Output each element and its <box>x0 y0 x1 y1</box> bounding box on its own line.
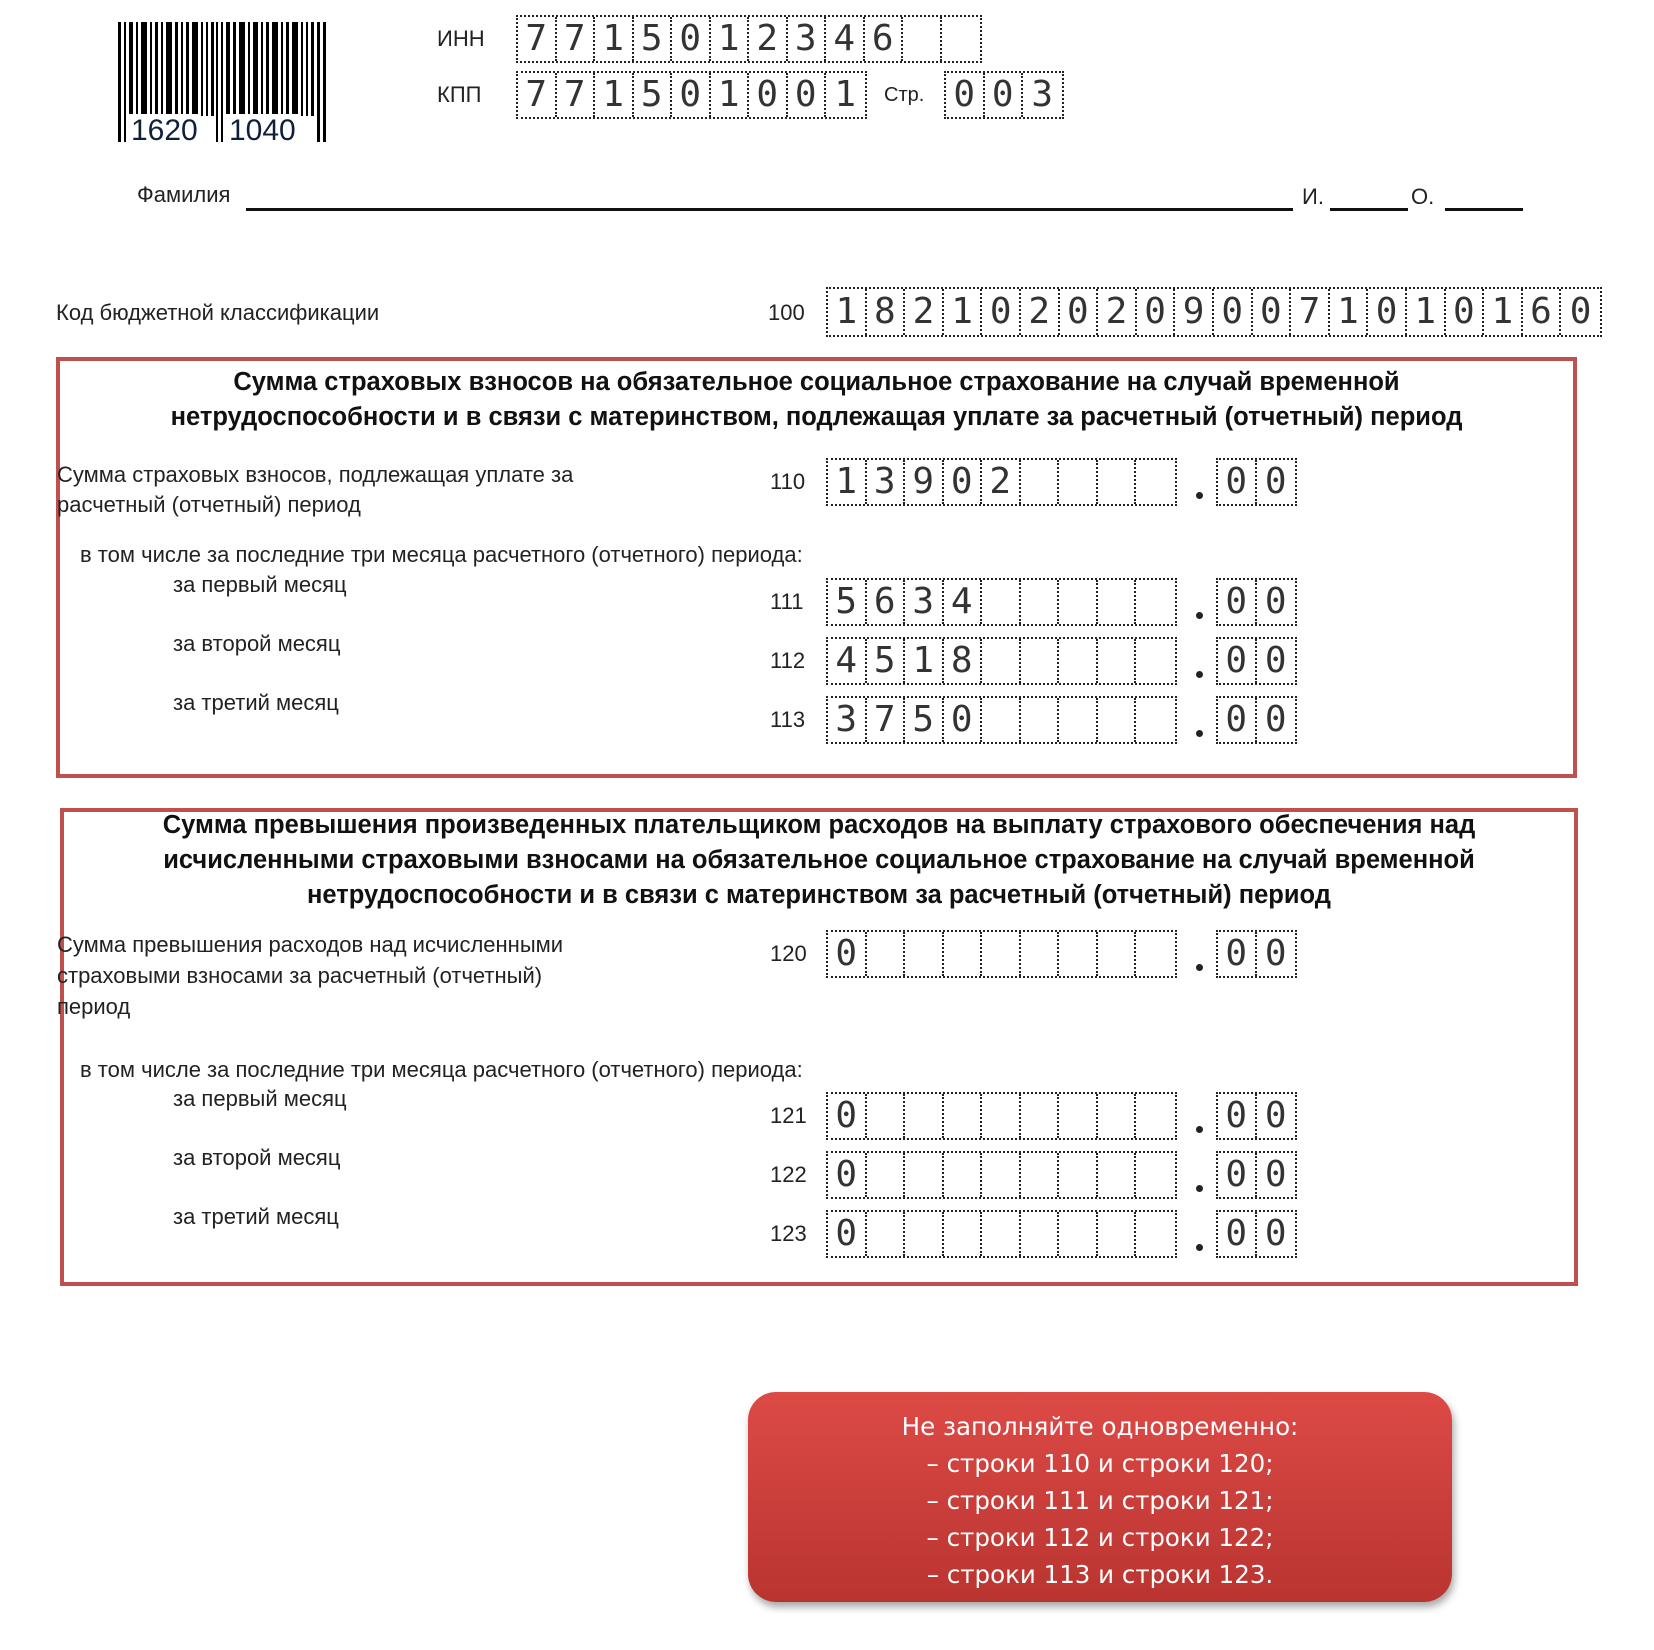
row-113-label: за третий месяц <box>173 690 339 715</box>
digit-cell: 7 <box>867 698 906 742</box>
digit-cell <box>1059 698 1098 742</box>
page-number-field[interactable] <box>944 71 1064 119</box>
barcode-bar <box>155 22 158 116</box>
digit-cell: 0 <box>1218 460 1257 504</box>
digit-cell: 1 <box>944 289 983 335</box>
decimal-point <box>1196 964 1203 971</box>
digit-cell <box>1098 1153 1137 1197</box>
row120-label-line3: период <box>57 994 131 1019</box>
digit-cell: 0 <box>1218 580 1257 624</box>
digit-cell: 0 <box>944 698 983 742</box>
digit-cell <box>1098 639 1137 683</box>
decimal-point <box>1196 1126 1203 1133</box>
row-121-integer-field[interactable] <box>826 1092 1177 1140</box>
digit-cell <box>1136 1212 1175 1256</box>
row-112-decimal-field[interactable] <box>1216 637 1297 685</box>
digit-cell <box>867 1212 906 1256</box>
row120-label-line1: Сумма превышения расходов над исчисленными <box>57 932 564 957</box>
section2-title-line1: Сумма превышения произведенных плательщиком расходов на выплату страхового обеспечения над <box>162 811 1476 839</box>
digit-cell: 1 <box>595 73 634 117</box>
digit-cell: 0 <box>1218 698 1257 742</box>
digit-cell: 5 <box>634 17 673 61</box>
digit-cell <box>944 1212 983 1256</box>
decimal-point <box>1196 671 1203 678</box>
digit-cell <box>1021 1153 1060 1197</box>
digit-cell <box>905 1153 944 1197</box>
barcode-bar <box>261 22 263 116</box>
section2-title-line3: нетрудоспособности и в связи с материнством за расчетный (отчетный) период <box>307 881 1331 909</box>
digit-cell: 3 <box>1031 74 1054 115</box>
row-121-code: 121 <box>770 1103 807 1128</box>
digit-cell: 0 <box>1264 1213 1287 1254</box>
digit-cell <box>1059 1094 1098 1138</box>
digit-cell: 1 <box>1330 289 1369 335</box>
digit-cell <box>1059 1153 1098 1197</box>
barcode-bar <box>286 22 289 116</box>
kbk-field[interactable] <box>826 287 1602 337</box>
digit-cell: 3 <box>867 460 906 504</box>
digit-cell: 0 <box>1264 1095 1287 1136</box>
digit-cell: 6 <box>867 580 906 624</box>
row-110-integer-field[interactable] <box>826 458 1177 506</box>
digit-cell: 0 <box>672 73 711 117</box>
row-120-decimal-field[interactable] <box>1216 930 1297 978</box>
digit-cell <box>867 932 906 976</box>
digit-cell <box>867 1153 906 1197</box>
barcode-bar <box>161 22 163 116</box>
digit-cell: 0 <box>1137 289 1176 335</box>
digit-cell <box>944 1094 983 1138</box>
row-120-code: 120 <box>770 941 807 966</box>
callout-line: – строки 112 и строки 122; <box>926 1523 1274 1552</box>
barcode-bar <box>272 22 278 116</box>
row-122-integer-field[interactable] <box>826 1151 1177 1199</box>
digit-cell: 0 <box>1264 461 1287 502</box>
kbk-line-code: 100 <box>768 300 805 325</box>
barcode-bar <box>301 22 303 116</box>
digit-cell <box>867 1094 906 1138</box>
digit-cell <box>1136 1153 1175 1197</box>
digit-cell: 5 <box>867 639 906 683</box>
row120-label-line2: страховыми взносами за расчетный (отчетный) <box>57 963 543 988</box>
barcode-bar <box>129 22 133 116</box>
decimal-point <box>1196 492 1203 499</box>
barcode-number-right: 1040 <box>226 114 299 148</box>
digit-cell: 0 <box>1264 640 1287 681</box>
digit-cell: 0 <box>828 1153 867 1197</box>
warning-callout <box>748 1392 1452 1602</box>
digit-cell: 4 <box>828 639 867 683</box>
row-113-integer-field[interactable] <box>826 696 1177 744</box>
kpp-field[interactable] <box>516 71 867 119</box>
digit-cell <box>1098 580 1137 624</box>
barcode-bar <box>292 22 298 116</box>
digit-cell: 0 <box>672 17 711 61</box>
digit-cell: 7 <box>518 17 557 61</box>
digit-cell: 0 <box>749 73 788 117</box>
row-122-label: за второй месяц <box>173 1145 341 1170</box>
digit-cell: 2 <box>1021 289 1060 335</box>
digit-cell: 0 <box>828 932 867 976</box>
digit-cell: 0 <box>1569 291 1592 332</box>
digit-cell: 1 <box>828 289 867 335</box>
row-123-decimal-field[interactable] <box>1216 1210 1297 1258</box>
callout-line: – строки 113 и строки 123. <box>926 1560 1274 1589</box>
digit-cell: 0 <box>1264 581 1287 622</box>
digit-cell <box>1098 1212 1137 1256</box>
digit-cell: 3 <box>828 698 867 742</box>
first-initial-label: И. <box>1302 184 1324 209</box>
barcode-bar <box>233 22 236 116</box>
digit-cell: 7 <box>557 73 596 117</box>
digit-cell: 8 <box>867 289 906 335</box>
row-121-decimal-field[interactable] <box>1216 1092 1297 1140</box>
barcode-bar <box>201 22 203 116</box>
digit-cell <box>1136 460 1175 504</box>
digit-cell <box>905 1212 944 1256</box>
digit-cell: 2 <box>905 289 944 335</box>
callout-line-heading: Не заполняйте одновременно: <box>901 1412 1299 1441</box>
kpp-label: КПП <box>437 82 482 107</box>
barcode-bar <box>239 22 245 116</box>
barcode-bar <box>124 22 126 142</box>
digit-cell: 2 <box>1098 289 1137 335</box>
digit-cell: 0 <box>944 460 983 504</box>
digit-cell: 0 <box>1218 932 1257 976</box>
digit-cell: 0 <box>1264 699 1287 740</box>
row110-label-line1: Сумма страховых взносов, подлежащая уплате за <box>57 462 574 487</box>
digit-cell: 8 <box>944 639 983 683</box>
digit-cell: 0 <box>1253 289 1292 335</box>
digit-cell: 9 <box>905 460 944 504</box>
digit-cell <box>1059 639 1098 683</box>
barcode-bar <box>166 22 172 116</box>
inn-label: ИНН <box>437 26 485 51</box>
digit-cell <box>944 1153 983 1197</box>
digit-cell: 5 <box>828 580 867 624</box>
digit-cell: 4 <box>826 17 865 61</box>
digit-cell: 0 <box>1060 289 1099 335</box>
digit-cell: 1 <box>595 17 634 61</box>
kbk-label: Код бюджетной классификации <box>56 300 380 325</box>
digit-cell: 0 <box>985 73 1024 117</box>
digit-cell <box>982 1212 1021 1256</box>
digit-cell <box>982 1153 1021 1197</box>
digit-cell <box>982 639 1021 683</box>
digit-cell: 1 <box>905 639 944 683</box>
digit-cell <box>1021 932 1060 976</box>
digit-cell <box>982 580 1021 624</box>
row-112-integer-field[interactable] <box>826 637 1177 685</box>
digit-cell: 9 <box>1175 289 1214 335</box>
digit-cell: 0 <box>828 1094 867 1138</box>
inn-field[interactable] <box>516 15 982 63</box>
row-123-label: за третий месяц <box>173 1204 339 1229</box>
digit-cell: 1 <box>1484 289 1523 335</box>
barcode-bar <box>306 22 308 116</box>
digit-cell: 2 <box>749 17 788 61</box>
digit-cell <box>944 932 983 976</box>
digit-cell: 0 <box>1264 933 1287 974</box>
barcode-bar <box>226 22 230 116</box>
digit-cell: 1 <box>834 74 857 115</box>
digit-cell <box>1136 639 1175 683</box>
digit-cell <box>903 17 942 61</box>
digit-cell: 0 <box>1218 1212 1257 1256</box>
section2-subheading: в том числе за последние три месяца расчетного (отчетного) периода: <box>80 1057 803 1082</box>
barcode-bar <box>221 22 223 142</box>
digit-cell: 5 <box>905 698 944 742</box>
row-113-code: 113 <box>770 707 806 732</box>
row-122-decimal-field[interactable] <box>1216 1151 1297 1199</box>
callout-line: – строки 110 и строки 120; <box>926 1449 1274 1478</box>
digit-cell <box>982 698 1021 742</box>
decimal-point <box>1196 1244 1203 1251</box>
digit-cell: 3 <box>788 17 827 61</box>
barcode-bar <box>175 22 178 116</box>
row110-label-line2: расчетный (отчетный) период <box>57 492 361 517</box>
digit-cell: 0 <box>1218 1094 1257 1138</box>
digit-cell <box>1021 1094 1060 1138</box>
digit-cell: 1 <box>1407 289 1446 335</box>
barcode-bar <box>150 22 152 116</box>
digit-cell: 1 <box>711 73 750 117</box>
digit-cell: 1 <box>828 460 867 504</box>
digit-cell <box>1059 932 1098 976</box>
digit-cell: 0 <box>1214 289 1253 335</box>
barcode-bar <box>311 22 314 116</box>
barcode-bar <box>211 22 214 116</box>
barcode <box>118 22 332 147</box>
decimal-point <box>1196 1185 1203 1192</box>
digit-cell: 5 <box>634 73 673 117</box>
digit-cell <box>982 932 1021 976</box>
barcode-bar <box>206 22 208 116</box>
digit-cell: 0 <box>1218 1153 1257 1197</box>
callout-line: – строки 111 и строки 121; <box>926 1486 1274 1515</box>
barcode-bar <box>281 22 283 116</box>
row-121-label: за первый месяц <box>173 1086 347 1111</box>
barcode-bar <box>118 22 121 142</box>
digit-cell <box>1136 698 1175 742</box>
barcode-bar <box>136 22 138 116</box>
barcode-bar <box>266 22 269 116</box>
section2-title-line2: исчисленными страховыми взносами на обязательное социальное страхование на случай временной <box>163 846 1475 874</box>
row-112-code: 112 <box>770 648 806 673</box>
surname-input-line[interactable] <box>246 208 1293 211</box>
barcode-bar <box>317 22 320 142</box>
barcode-bar <box>186 22 189 116</box>
barcode-bar <box>192 22 198 116</box>
digit-cell: 2 <box>982 460 1021 504</box>
digit-cell <box>1136 1094 1175 1138</box>
row-113-decimal-field[interactable] <box>1216 696 1297 744</box>
row-112-label: за второй месяц <box>173 631 341 656</box>
digit-cell: 0 <box>1218 639 1257 683</box>
digit-cell <box>1098 932 1137 976</box>
row-111-label: за первый месяц <box>173 572 347 597</box>
digit-cell <box>905 932 944 976</box>
row-123-code: 123 <box>770 1221 807 1246</box>
digit-cell <box>1021 698 1060 742</box>
digit-cell: 0 <box>946 73 985 117</box>
digit-cell: 7 <box>1291 289 1330 335</box>
digit-cell <box>1021 1212 1060 1256</box>
row-123-integer-field[interactable] <box>826 1210 1177 1258</box>
surname-label: Фамилия <box>137 182 231 207</box>
digit-cell <box>942 17 981 61</box>
digit-cell: 0 <box>828 1212 867 1256</box>
digit-cell: 1 <box>711 17 750 61</box>
digit-cell <box>905 1094 944 1138</box>
row-111-integer-field[interactable] <box>826 578 1177 626</box>
digit-cell <box>1059 580 1098 624</box>
digit-cell <box>1098 460 1137 504</box>
digit-cell: 4 <box>944 580 983 624</box>
section1-title-line2: нетрудоспособности и в связи с материнством, подлежащая уплате за расчетный (отчетный) период <box>170 403 1463 431</box>
middle-initial-input-line[interactable] <box>1445 208 1523 211</box>
digit-cell: 0 <box>1446 289 1485 335</box>
middle-initial-label: О. <box>1411 184 1435 209</box>
barcode-number-left: 1620 <box>128 114 201 148</box>
section1-title-line1: Сумма страховых взносов на обязательное социальное страхование на случай временной <box>233 368 1400 396</box>
digit-cell: 6 <box>1523 289 1562 335</box>
digit-cell: 0 <box>982 289 1021 335</box>
barcode-bar <box>216 22 218 142</box>
digit-cell <box>1136 932 1175 976</box>
digit-cell <box>1021 639 1060 683</box>
digit-cell: 6 <box>865 17 904 61</box>
page-label: Стр. <box>884 84 925 106</box>
digit-cell <box>982 1094 1021 1138</box>
decimal-point <box>1196 612 1203 619</box>
digit-cell: 0 <box>1264 1154 1287 1195</box>
row-111-code: 111 <box>770 589 804 614</box>
barcode-bar <box>253 22 258 116</box>
barcode-bar <box>181 22 183 116</box>
digit-cell <box>1021 580 1060 624</box>
digit-cell <box>1136 580 1175 624</box>
row-110-code: 110 <box>770 469 806 494</box>
decimal-point <box>1196 730 1203 737</box>
digit-cell <box>1098 698 1137 742</box>
digit-cell: 7 <box>557 17 596 61</box>
row-110-decimal-field[interactable] <box>1216 458 1297 506</box>
digit-cell: 0 <box>788 73 827 117</box>
section1-subheading: в том числе за последние три месяца расчетного (отчетного) периода: <box>80 542 803 567</box>
first-initial-input-line[interactable] <box>1330 208 1408 211</box>
digit-cell: 7 <box>518 73 557 117</box>
row-122-code: 122 <box>770 1162 807 1187</box>
digit-cell: 3 <box>905 580 944 624</box>
row-120-integer-field[interactable] <box>826 930 1177 978</box>
barcode-bar <box>248 22 250 116</box>
row-111-decimal-field[interactable] <box>1216 578 1297 626</box>
digit-cell <box>1098 1094 1137 1138</box>
digit-cell: 0 <box>1368 289 1407 335</box>
digit-cell <box>1059 460 1098 504</box>
barcode-bar <box>323 22 326 142</box>
digit-cell <box>1021 460 1060 504</box>
barcode-bar <box>141 22 147 116</box>
digit-cell <box>1059 1212 1098 1256</box>
